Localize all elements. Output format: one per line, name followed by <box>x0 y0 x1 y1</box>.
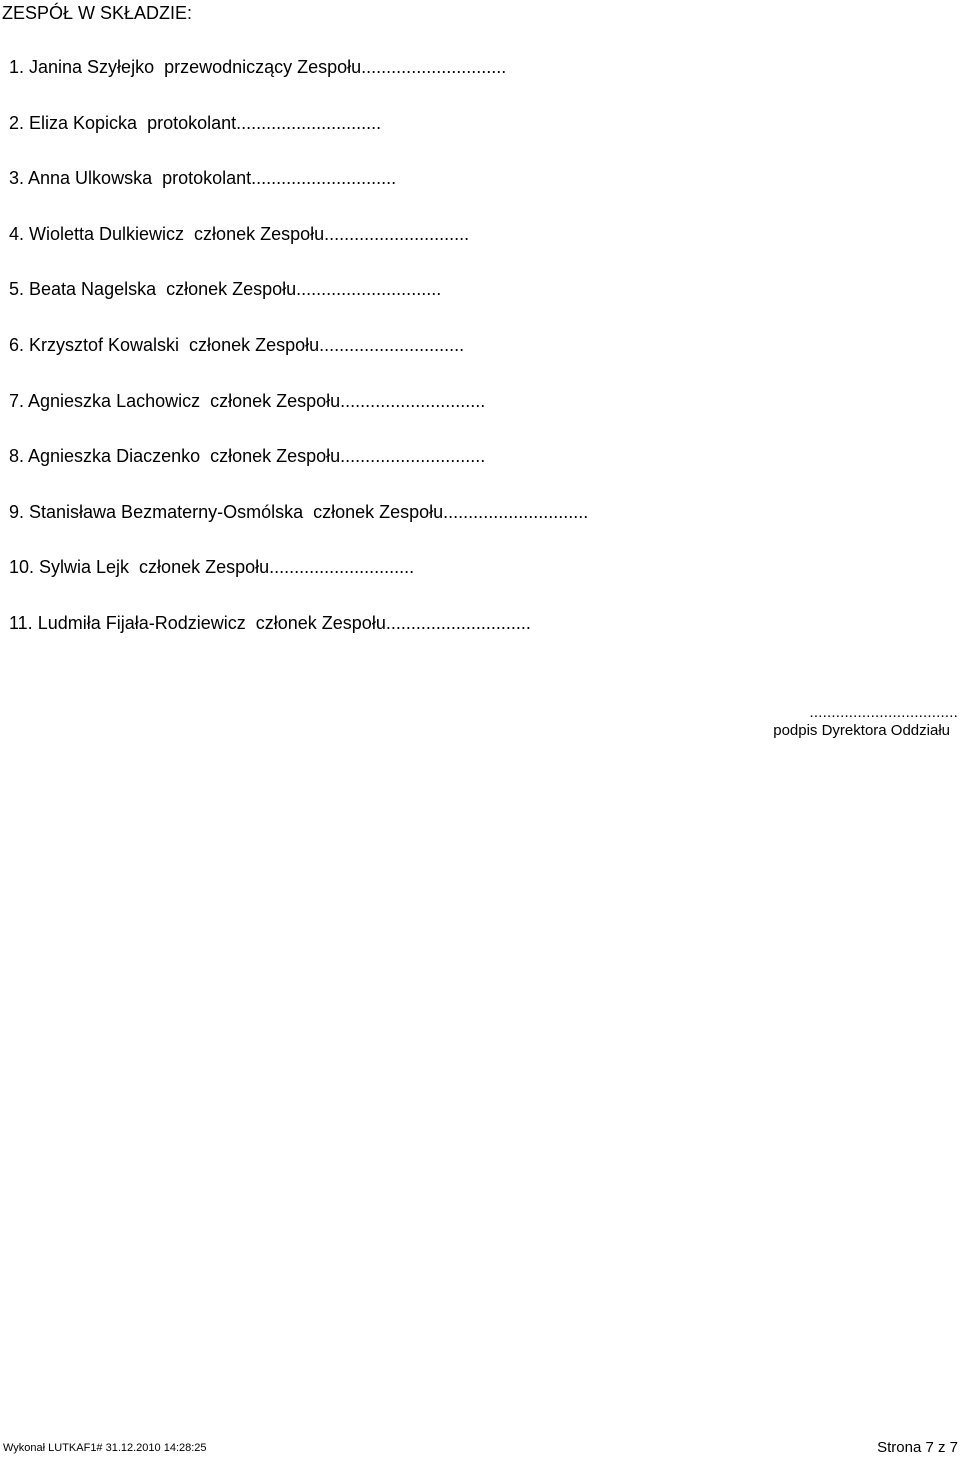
footer-generated-by: Wykonał LUTKAF1# 31.12.2010 14:28:25 <box>3 1442 207 1454</box>
list-item: 1. Janina Szyłejko przewodniczący Zespołu............................. <box>9 57 507 77</box>
list-item: 5. Beata Nagelska członek Zespołu............................. <box>9 279 442 300</box>
list-item: 8. Agnieszka Diaczenko członek Zespołu............................. <box>9 446 486 467</box>
list-item: 11. Ludmiła Fijała-Rodziewicz członek Zespołu............................. <box>9 612 531 633</box>
signature-line: .................................. <box>809 704 958 721</box>
list-item: 3. Anna Ulkowska protokolant............................. <box>9 168 397 189</box>
document-heading: ZESPÓŁ W SKŁADZIE: <box>2 3 193 23</box>
signature-caption: podpis Dyrektora Oddziału <box>773 722 950 739</box>
list-item: 6. Krzysztof Kowalski członek Zespołu............................. <box>9 334 465 355</box>
footer-page-number: Strona 7 z 7 <box>877 1439 958 1456</box>
team-members-list <box>9 56 588 668</box>
list-item: 9. Stanisława Bezmaterny-Osmólska członek Zespołu............................. <box>9 501 589 522</box>
list-item: 4. Wioletta Dulkiewicz członek Zespołu............................. <box>9 223 470 244</box>
list-item: 7. Agnieszka Lachowicz członek Zespołu............................. <box>9 390 486 411</box>
director-signature-block <box>773 705 958 741</box>
list-item: 10. Sylwia Lejk członek Zespołu............................. <box>9 557 415 578</box>
list-item: 2. Eliza Kopicka protokolant............................. <box>9 112 382 133</box>
